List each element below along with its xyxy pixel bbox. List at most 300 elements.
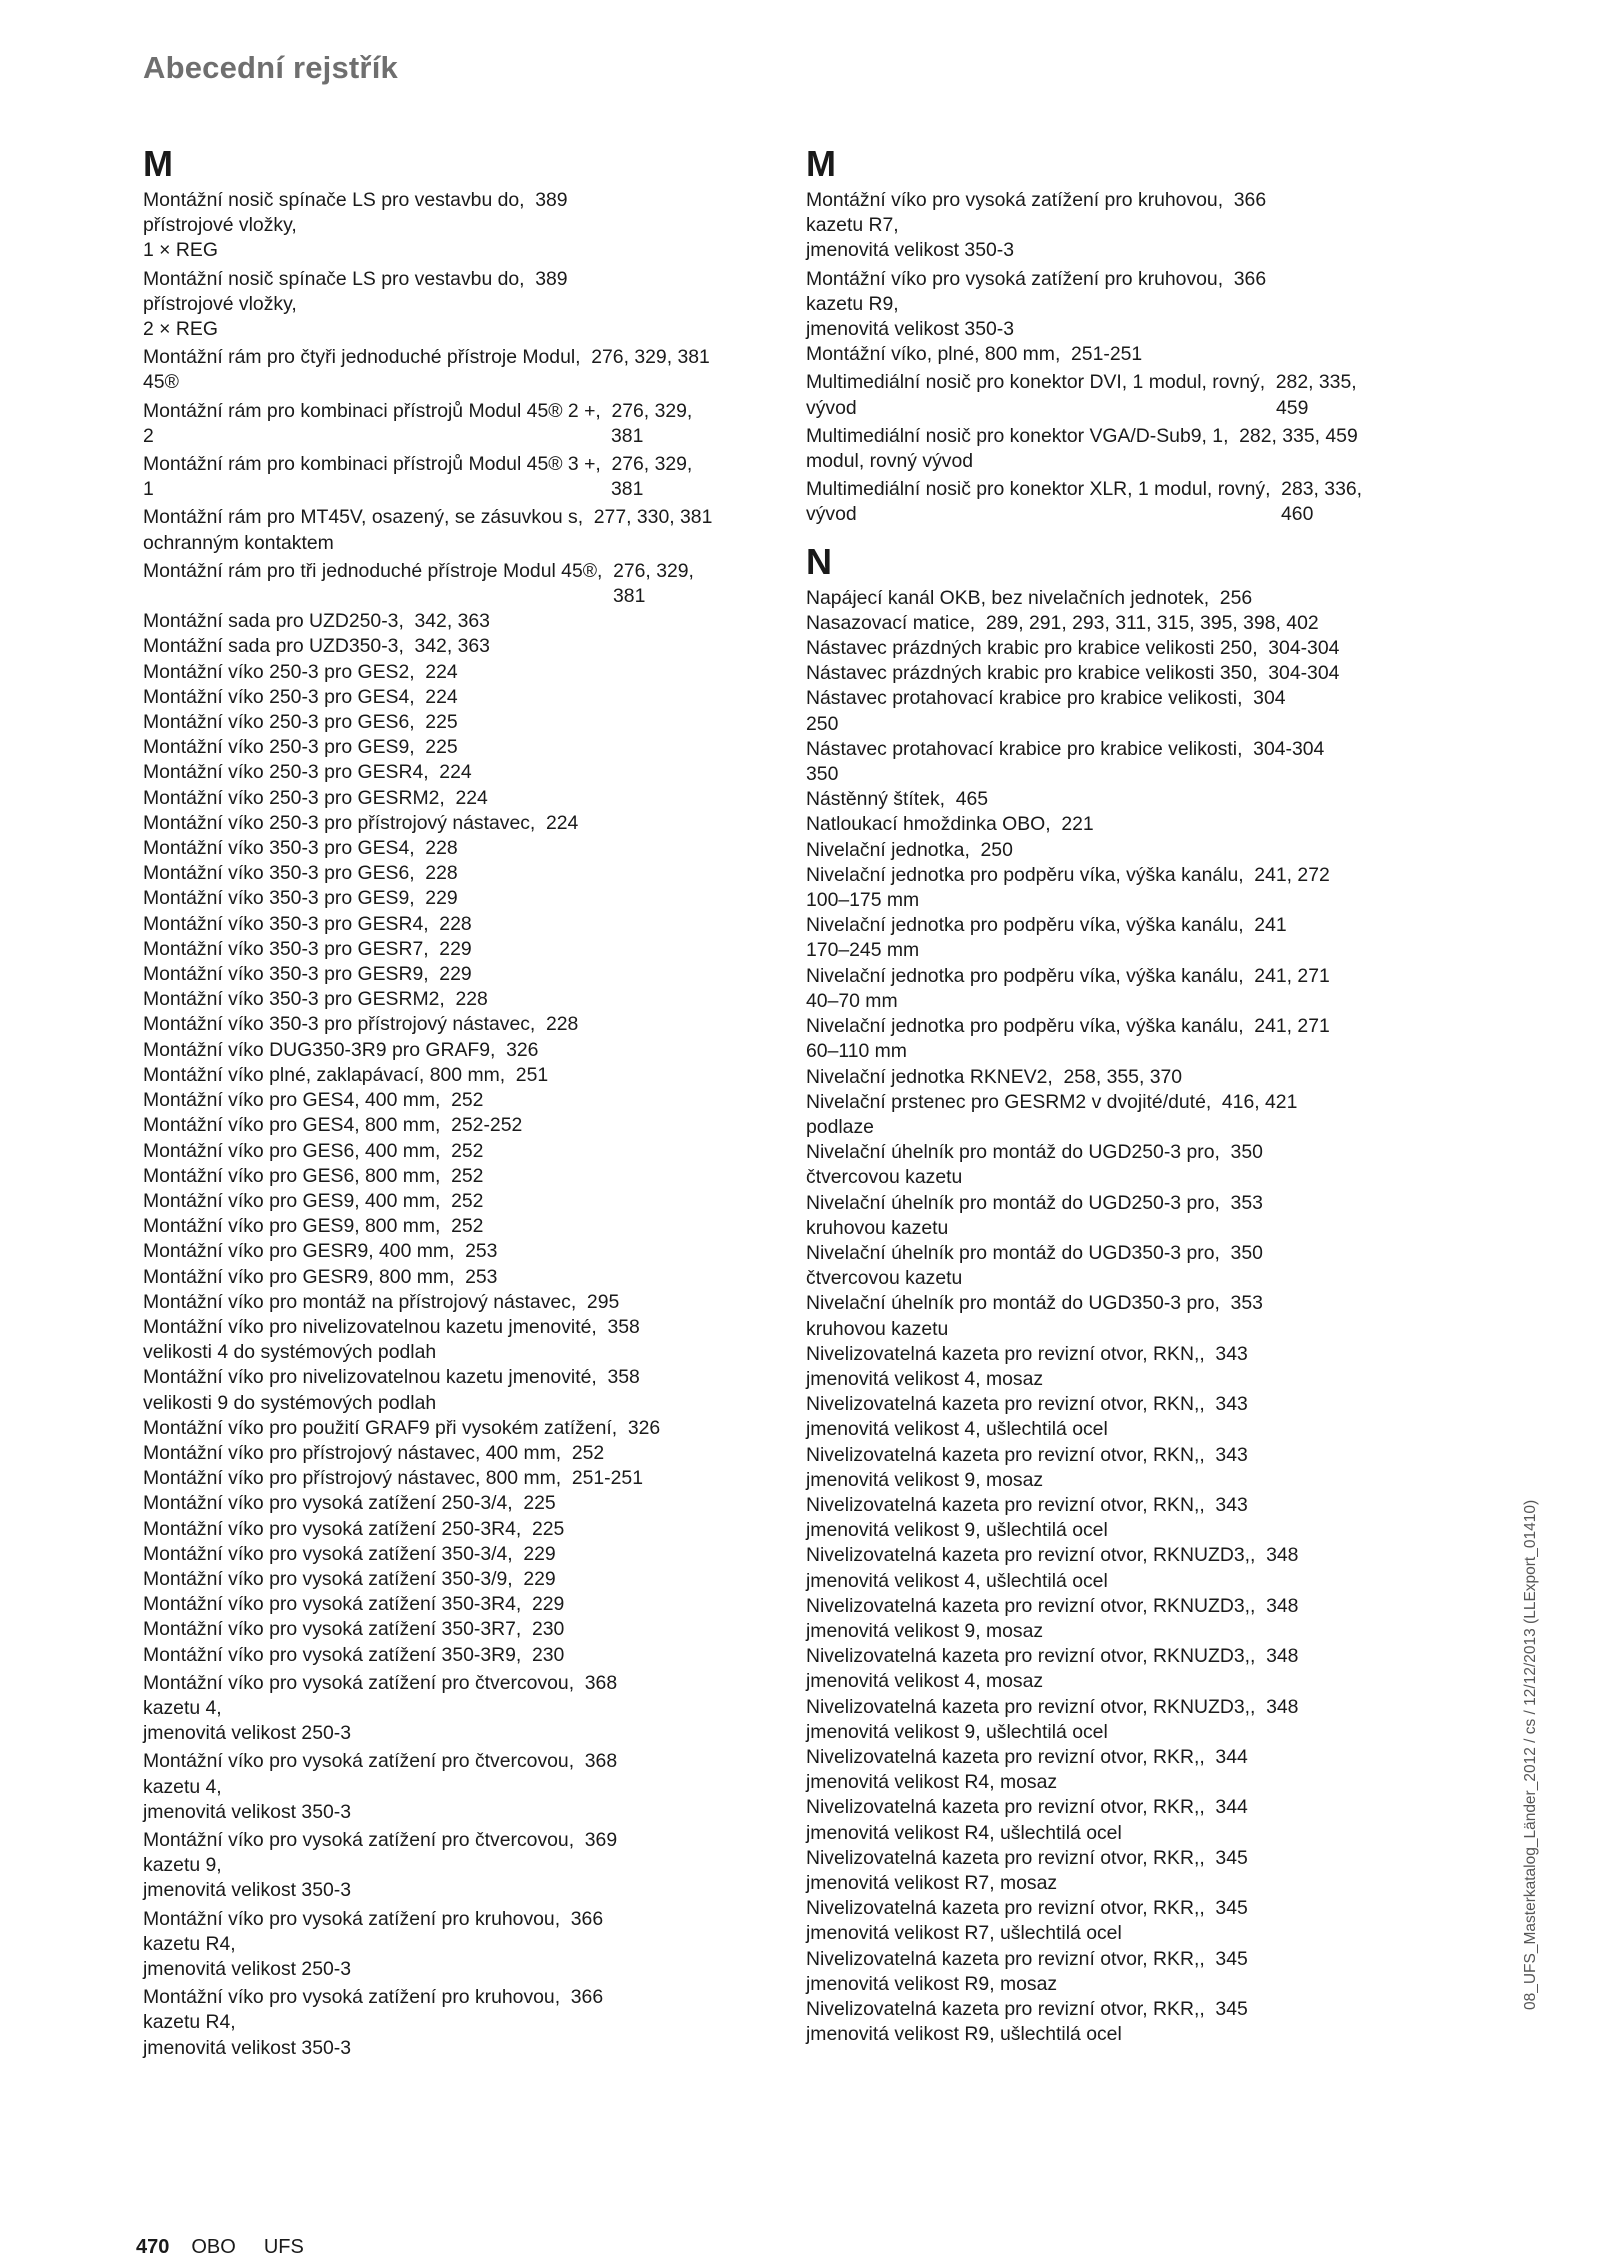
- index-entry: [143, 267, 795, 343]
- entry-continuation: jmenovitá velikost 4, ušlechtilá ocel: [806, 1569, 1108, 1592]
- index-entry-line: [143, 1239, 795, 1264]
- entry-pages-continuation: [143, 477, 795, 502]
- index-entry-line: [143, 634, 795, 659]
- index-entry-line: [143, 213, 795, 238]
- index-entry-line: [143, 345, 795, 370]
- entry-pages: 283, 336,: [1281, 478, 1363, 501]
- entry-term: Montážní nosič spínače LS pro vestavbu do,: [143, 267, 525, 290]
- entry-term: Montážní víko 350-3 pro GESR7,: [143, 937, 429, 960]
- entry-pages: 345: [1215, 1947, 1248, 1970]
- index-entry: [143, 1749, 795, 1825]
- index-entry-line: [806, 1695, 1458, 1720]
- index-entry-line: [143, 1853, 795, 1878]
- entry-pages: 344: [1215, 1796, 1248, 1819]
- index-column-right: [806, 144, 1458, 2047]
- index-entry: [143, 345, 795, 395]
- index-entry-line: [143, 267, 795, 292]
- index-entry-line: [143, 1139, 795, 1164]
- entry-term: Nivelizovatelná kazeta pro revizní otvor, RKN,,: [806, 1342, 1205, 1365]
- index-entry-line: [143, 1063, 795, 1088]
- index-entry-line: [806, 1191, 1458, 1216]
- index-entry-line: [143, 1290, 795, 1315]
- entry-pages: 276, 329,: [613, 559, 694, 582]
- index-entry-line: [806, 1745, 1458, 1770]
- entry-term: Montážní víko pro vysoká zatížení 250-3/4,: [143, 1492, 513, 1515]
- index-entry: [143, 760, 795, 785]
- index-entry: [143, 1265, 795, 1290]
- entry-continuation: jmenovitá velikost 4, mosaz: [806, 1367, 1044, 1390]
- index-entry-line: [806, 1266, 1458, 1291]
- index-entry: [143, 1038, 795, 1063]
- entry-term: Montážní rám pro čtyři jednoduché přístroje Modul,: [143, 346, 581, 369]
- entry-continuation: jmenovitá velikost 9, mosaz: [806, 1468, 1044, 1491]
- entry-pages: 221: [1061, 813, 1094, 836]
- entry-pages: 228: [425, 837, 458, 860]
- entry-pages: 225: [523, 1492, 556, 1515]
- entry-pages: 282, 335, 459: [1239, 424, 1358, 447]
- index-entry-line: [806, 1241, 1458, 1266]
- index-entry: [806, 1997, 1458, 2047]
- entry-pages: 366: [1233, 189, 1267, 211]
- index-entry-line: [806, 238, 1458, 263]
- index-entry-line: [806, 1795, 1458, 1820]
- index-entry: [143, 1643, 795, 1668]
- entry-continuation: jmenovitá velikost 350-3: [143, 2036, 352, 2059]
- entry-term: Multimediální nosič pro konektor VGA/D-Sub9, 1,: [806, 424, 1229, 447]
- entry-pages: 225: [425, 736, 458, 759]
- entry-pages: 225: [531, 1517, 565, 1540]
- index-entry-line: [806, 1619, 1458, 1644]
- entry-term: Montážní víko pro GES6, 800 mm,: [143, 1164, 441, 1187]
- entry-term: Montážní víko pro GESR9, 400 mm,: [143, 1240, 455, 1263]
- entry-term: Montážní víko DUG350-3R9 pro GRAF9,: [143, 1038, 496, 1061]
- index-entry-line: [806, 888, 1458, 913]
- index-entry-line: [143, 292, 795, 317]
- index-entry-line: [143, 886, 795, 911]
- index-entry-line: [143, 685, 795, 710]
- entry-pages: 358: [607, 1366, 640, 1389]
- index-entry-line: [806, 762, 1458, 787]
- index-entry-line: [806, 1947, 1458, 1972]
- index-entry: [143, 1139, 795, 1164]
- entry-term: Montážní víko plné, zaklapávací, 800 mm,: [143, 1063, 506, 1086]
- entry-pages: 348: [1266, 1594, 1299, 1617]
- entry-pages: 389: [535, 189, 568, 211]
- footer-brand: OBO: [191, 2236, 236, 2258]
- entry-term: Nivelační úhelník pro montáž do UGD250-3 pro,: [806, 1191, 1220, 1214]
- index-entry-line: [806, 1443, 1458, 1468]
- entry-pages: 252-252: [451, 1114, 523, 1137]
- entry-continuation: jmenovitá velikost R9, ušlechtilá ocel: [806, 2023, 1122, 2046]
- entry-pages: 229: [523, 1567, 556, 1590]
- entry-term: Nasazovací matice,: [806, 611, 976, 634]
- index-entry: [143, 452, 795, 502]
- index-entry: [143, 1012, 795, 1037]
- entry-pages: 230: [531, 1618, 565, 1641]
- entry-continuation: 2: [143, 424, 154, 447]
- entry-term: Montážní víko 250-3 pro GES4,: [143, 685, 415, 708]
- index-entry-line: [143, 1365, 795, 1390]
- index-entry: [143, 1466, 795, 1491]
- entry-continuation: jmenovitá velikost 350-3: [806, 239, 1015, 262]
- entry-term: Nivelační jednotka,: [806, 838, 970, 861]
- entry-term: Montážní víko 250-3 pro GES9,: [143, 736, 415, 759]
- entry-continuation: jmenovitá velikost 350-3: [806, 318, 1015, 341]
- index-entry: [806, 913, 1458, 963]
- index-entry-line: [143, 559, 795, 584]
- entry-term: Montážní víko pro GES9, 400 mm,: [143, 1189, 441, 1212]
- index-entry-line: [806, 636, 1458, 661]
- entry-pages: 256: [1219, 586, 1253, 609]
- index-entry-line: [143, 1542, 795, 1567]
- entry-term: Nástavec prázdných krabic pro krabice velikosti 250,: [806, 637, 1258, 660]
- entry-pages-tail: 381: [613, 585, 646, 608]
- index-entry: [143, 1214, 795, 1239]
- entry-pages: 304-304: [1268, 662, 1340, 685]
- entry-pages: 416, 421: [1221, 1090, 1298, 1113]
- index-entry-line: [143, 399, 795, 424]
- entry-term: Montážní víko pro přístrojový nástavec, 400 mm,: [143, 1441, 562, 1464]
- entry-pages: 252: [451, 1139, 484, 1162]
- entry-pages: 343: [1215, 1393, 1248, 1416]
- index-entry-line: [143, 2036, 795, 2061]
- entry-pages: 224: [545, 811, 579, 834]
- entry-pages: 465: [955, 788, 989, 811]
- index-entry-line: [806, 787, 1458, 812]
- entry-pages: 343: [1215, 1493, 1248, 1516]
- index-entry: [143, 1907, 795, 1983]
- index-entry-line: [806, 1871, 1458, 1896]
- index-entry: [806, 787, 1458, 812]
- entry-term: Montážní víko pro vysoká zatížení 350-3/4,: [143, 1542, 513, 1565]
- entry-pages: 229: [439, 937, 472, 960]
- index-entries-m-continued: [806, 188, 1458, 528]
- entry-term: Nivelační prstenec pro GESRM2 v dvojité/duté,: [806, 1090, 1212, 1113]
- index-entry-line: [806, 188, 1458, 213]
- entry-term: Montážní víko pro vysoká zatížení 350-3R4,: [143, 1593, 522, 1616]
- index-entry-line: [143, 1696, 795, 1721]
- entry-term: Nivelační jednotka pro podpěru víka, výška kanálu,: [806, 863, 1244, 886]
- index-entry-line: [806, 1468, 1458, 1493]
- entry-continuation: jmenovitá velikost 250-3: [143, 1722, 352, 1745]
- entry-pages-tail: 381: [611, 478, 644, 501]
- entry-continuation: kazetu R4,: [143, 1932, 236, 1955]
- index-entry-line: [143, 861, 795, 886]
- entry-pages: 241, 271: [1254, 1015, 1330, 1038]
- entry-pages: 251-251: [571, 1467, 643, 1490]
- index-entry-line: [806, 712, 1458, 737]
- index-entry: [806, 964, 1458, 1014]
- index-entry-line: [143, 1315, 795, 1340]
- entry-term: Montážní víko pro GES6, 400 mm,: [143, 1139, 441, 1162]
- index-entry-line: [143, 1265, 795, 1290]
- entry-term: Montážní rám pro kombinaci přístrojů Modul 45® 2 +,: [143, 399, 601, 422]
- entry-term: Montážní víko, plné, 800 mm,: [806, 343, 1061, 366]
- entry-pages-continuation: [143, 424, 795, 449]
- entry-pages: 348: [1266, 1544, 1299, 1567]
- footer-product: UFS: [263, 2236, 304, 2258]
- index-entry: [143, 1063, 795, 1088]
- entry-continuation: kazetu 9,: [143, 1854, 222, 1877]
- entry-term: Montážní víko pro vysoká zatížení 250-3R4,: [143, 1517, 522, 1540]
- entry-pages: 304-304: [1268, 637, 1340, 660]
- index-entry-line: [806, 863, 1458, 888]
- index-entry: [143, 1567, 795, 1592]
- index-entry: [143, 710, 795, 735]
- index-entry-line: [806, 1342, 1458, 1367]
- index-entry-line: [143, 760, 795, 785]
- index-entry: [143, 1671, 795, 1747]
- entry-continuation: modul, rovný vývod: [806, 450, 974, 473]
- index-entry: [143, 1365, 795, 1415]
- index-entry-line: [143, 1113, 795, 1138]
- index-entries-m: [143, 188, 795, 2061]
- index-entry: [143, 1164, 795, 1189]
- page-number: 470: [136, 2236, 170, 2258]
- entry-pages: 252: [451, 1215, 484, 1238]
- index-entry-line: [806, 1165, 1458, 1190]
- entry-term: Nivelační úhelník pro montáž do UGD250-3 pro,: [806, 1141, 1220, 1164]
- index-entry-line: [143, 1907, 795, 1932]
- index-entry-line: [806, 812, 1458, 837]
- entry-pages: 366: [570, 1986, 604, 2009]
- entry-pages: 229: [531, 1593, 565, 1616]
- index-entry: [806, 1140, 1458, 1190]
- page-footer: [136, 2236, 304, 2259]
- index-entry-line: [806, 964, 1458, 989]
- index-entry-line: [143, 1466, 795, 1491]
- index-entry: [806, 1896, 1458, 1946]
- entry-term: Montážní víko 250-3 pro GESRM2,: [143, 786, 445, 809]
- entry-term: Napájecí kanál OKB, bez nivelačních jednotek,: [806, 586, 1210, 609]
- index-entry: [806, 1795, 1458, 1845]
- entry-pages: 353: [1230, 1191, 1263, 1214]
- index-entry-line: [143, 1617, 795, 1642]
- index-entry: [806, 370, 1458, 420]
- index-entry-line: [806, 1543, 1458, 1568]
- entry-pages-tail: 460: [1281, 503, 1314, 526]
- index-entry-line: [143, 531, 795, 556]
- entry-pages: 224: [455, 786, 488, 809]
- index-entry-line: [143, 452, 795, 477]
- entry-term: Montážní víko pro vysoká zatížení pro kruhovou,: [806, 189, 1224, 211]
- entry-continuation: podlaze: [806, 1115, 874, 1138]
- index-letter-m-continued: M: [806, 143, 836, 184]
- entry-term: Nivelizovatelná kazeta pro revizní otvor, RKN,,: [806, 1443, 1205, 1466]
- entry-continuation: jmenovitá velikost 9, mosaz: [806, 1619, 1044, 1642]
- index-entry-line: [806, 1770, 1458, 1795]
- entry-pages-continuation: [143, 584, 795, 609]
- index-entry-line: [143, 1749, 795, 1774]
- index-entry: [806, 1342, 1458, 1392]
- entry-continuation: jmenovitá velikost 4, mosaz: [806, 1670, 1044, 1693]
- entry-pages: 350: [1230, 1141, 1263, 1164]
- entry-term: Nivelizovatelná kazeta pro revizní otvor, RKR,,: [806, 1897, 1205, 1920]
- entry-term: Montážní víko 250-3 pro GES6,: [143, 711, 415, 734]
- entry-pages: 326: [506, 1038, 539, 1061]
- entry-term: Nivelizovatelná kazeta pro revizní otvor, RKNUZD3,,: [806, 1544, 1256, 1567]
- entry-term: Montážní sada pro UZD250-3,: [143, 610, 404, 633]
- entry-pages: 276, 329,: [611, 399, 693, 422]
- index-entry-line: [806, 1417, 1458, 1442]
- entry-continuation: 250: [806, 712, 839, 735]
- entry-term: Montážní rám pro tři jednoduché přístroje Modul 45®,: [143, 559, 603, 582]
- index-entry: [806, 1090, 1458, 1140]
- entry-pages: 345: [1215, 1998, 1248, 2021]
- index-entry-line: [806, 1569, 1458, 1594]
- index-entry: [806, 1493, 1458, 1543]
- index-entry-line: [143, 2010, 795, 2035]
- index-entry-line: [143, 1391, 795, 1416]
- index-entry-line: [806, 1367, 1458, 1392]
- index-entry-line: [143, 1828, 795, 1853]
- entry-term: Nivelizovatelná kazeta pro revizní otvor, RKNUZD3,,: [806, 1695, 1256, 1718]
- index-entry: [143, 836, 795, 861]
- entry-term: Montážní víko pro vysoká zatížení 350-3/9,: [143, 1567, 513, 1590]
- entry-term: Montážní víko pro vysoká zatížení 350-3R9,: [143, 1643, 522, 1666]
- index-entry: [143, 1828, 795, 1904]
- entry-term: Nivelizovatelná kazeta pro revizní otvor, RKNUZD3,,: [806, 1594, 1256, 1617]
- index-entry-line: [143, 1567, 795, 1592]
- index-entry: [143, 559, 795, 609]
- entry-pages: 366: [1233, 267, 1267, 290]
- entry-pages: 276, 329, 381: [591, 346, 710, 369]
- entry-continuation: čtvercovou kazetu: [806, 1166, 963, 1189]
- index-entry: [143, 609, 795, 634]
- index-entry: [806, 863, 1458, 913]
- entry-term: Nivelizovatelná kazeta pro revizní otvor, RKR,,: [806, 1947, 1205, 1970]
- entry-pages: 224: [425, 685, 458, 708]
- entry-term: Nivelační jednotka pro podpěru víka, výška kanálu,: [806, 914, 1244, 937]
- entry-pages: 229: [439, 963, 472, 986]
- index-entry-line: [143, 1441, 795, 1466]
- entry-pages: 229: [425, 887, 458, 910]
- entry-continuation: 350: [806, 763, 839, 786]
- entry-pages: 342, 363: [414, 610, 490, 633]
- entry-pages: 241, 271: [1254, 964, 1330, 987]
- page-title: Abecední rejstřík: [143, 50, 398, 85]
- entry-continuation: vývod: [806, 396, 857, 419]
- index-entry: [806, 812, 1458, 837]
- entry-pages: 366: [570, 1907, 604, 1930]
- index-entry: [143, 660, 795, 685]
- entry-pages: 241: [1254, 914, 1287, 937]
- index-entry-line: [806, 1997, 1458, 2022]
- index-entry-line: [143, 1932, 795, 1957]
- index-entry-line: [143, 1189, 795, 1214]
- entry-continuation: jmenovitá velikost 350-3: [143, 1800, 352, 1823]
- entry-continuation: jmenovitá velikost 9, ušlechtilá ocel: [806, 1519, 1108, 1542]
- index-entry: [143, 735, 795, 760]
- entry-pages: 326: [627, 1416, 661, 1439]
- entry-pages: 345: [1215, 1846, 1248, 1869]
- entry-term: Nivelační jednotka pro podpěru víka, výška kanálu,: [806, 1015, 1244, 1038]
- entry-continuation: velikosti 4 do systémových podlah: [143, 1341, 437, 1364]
- index-entry: [806, 188, 1458, 264]
- entry-term: Montážní víko 350-3 pro GES4,: [143, 837, 415, 860]
- index-entry-line: [806, 1518, 1458, 1543]
- entry-continuation: 1: [143, 478, 154, 501]
- index-entry: [806, 661, 1458, 686]
- index-entry-line: [806, 1972, 1458, 1997]
- entry-pages: 253: [465, 1240, 498, 1263]
- index-entry-line: [143, 505, 795, 530]
- entry-term: Montážní nosič spínače LS pro vestavbu do,: [143, 189, 525, 211]
- entry-pages-continuation: [806, 502, 1458, 527]
- index-entry-line: [806, 342, 1458, 367]
- entry-pages: 389: [535, 267, 568, 290]
- index-entry: [143, 1113, 795, 1138]
- index-entry-line: [143, 1800, 795, 1825]
- entry-term: Montážní víko 250-3 pro přístrojový nástavec,: [143, 811, 536, 834]
- entry-term: Montážní víko 350-3 pro GES6,: [143, 862, 415, 885]
- entry-continuation: 45®: [143, 371, 179, 394]
- index-entry-line: [143, 1214, 795, 1239]
- index-entry: [806, 1846, 1458, 1896]
- index-entry-line: [806, 737, 1458, 762]
- entry-term: Nástavec protahovací krabice pro krabice velikosti,: [806, 737, 1243, 760]
- index-entry: [143, 962, 795, 987]
- index-entry-line: [143, 1012, 795, 1037]
- entry-pages: 252: [571, 1441, 605, 1464]
- index-entry-line: [806, 1115, 1458, 1140]
- entry-continuation: jmenovitá velikost 9, ušlechtilá ocel: [806, 1720, 1108, 1743]
- index-entry: [806, 424, 1458, 474]
- entry-term: Nivelizovatelná kazeta pro revizní otvor, RKR,,: [806, 1796, 1205, 1819]
- entry-pages: 368: [584, 1671, 618, 1694]
- index-entry: [143, 685, 795, 710]
- index-entry-line: [143, 1416, 795, 1441]
- entry-pages-tail: 459: [1276, 396, 1309, 419]
- entry-continuation: jmenovitá velikost R4, ušlechtilá ocel: [806, 1821, 1122, 1844]
- entry-term: Nivelizovatelná kazeta pro revizní otvor, RKN,,: [806, 1493, 1205, 1516]
- index-entry: [143, 1315, 795, 1365]
- index-entry: [143, 505, 795, 555]
- index-entry-line: [806, 586, 1458, 611]
- entry-pages: 343: [1215, 1443, 1248, 1466]
- entry-term: Nástavec protahovací krabice pro krabice velikosti,: [806, 687, 1243, 710]
- entry-pages: 368: [584, 1750, 618, 1773]
- entry-term: Montážní víko pro nivelizovatelnou kazetu jmenovité,: [143, 1315, 597, 1338]
- index-entry-line: [806, 838, 1458, 863]
- entry-continuation: kazetu R7,: [806, 214, 899, 237]
- entry-pages: 282, 335,: [1275, 371, 1357, 394]
- index-entry: [143, 987, 795, 1012]
- index-entry-line: [806, 1014, 1458, 1039]
- entry-term: Montážní víko 350-3 pro GESR9,: [143, 963, 429, 986]
- entry-continuation: čtvercovou kazetu: [806, 1267, 963, 1290]
- entry-term: Montážní víko pro GES4, 400 mm,: [143, 1089, 441, 1112]
- entry-term: Montážní rám pro MT45V, osazený, se zásuvkou s,: [143, 506, 584, 529]
- entry-term: Nivelační úhelník pro montáž do UGD350-3 pro,: [806, 1292, 1220, 1315]
- index-entry: [143, 1985, 795, 2061]
- entry-pages: 276, 329,: [611, 453, 693, 476]
- index-entry: [143, 1416, 795, 1441]
- index-letter-m: M: [143, 143, 173, 184]
- entry-term: Nivelační jednotka pro podpěru víka, výška kanálu,: [806, 964, 1244, 987]
- entry-term: Montážní víko pro vysoká zatížení pro čtvercovou,: [143, 1828, 575, 1851]
- index-entry-line: [806, 2022, 1458, 2047]
- index-entry-line: [806, 1846, 1458, 1871]
- index-entry: [143, 1441, 795, 1466]
- entry-pages: 345: [1215, 1897, 1248, 1920]
- entry-continuation: kruhovou kazetu: [806, 1216, 949, 1239]
- entry-term: Montážní víko pro vysoká zatížení pro kruhovou,: [806, 267, 1224, 290]
- entry-continuation: 60–110 mm: [806, 1040, 907, 1063]
- entry-term: Nivelizovatelná kazeta pro revizní otvor, RKNUZD3,,: [806, 1645, 1256, 1668]
- index-entry-line: [806, 1392, 1458, 1417]
- index-entry-line: [143, 962, 795, 987]
